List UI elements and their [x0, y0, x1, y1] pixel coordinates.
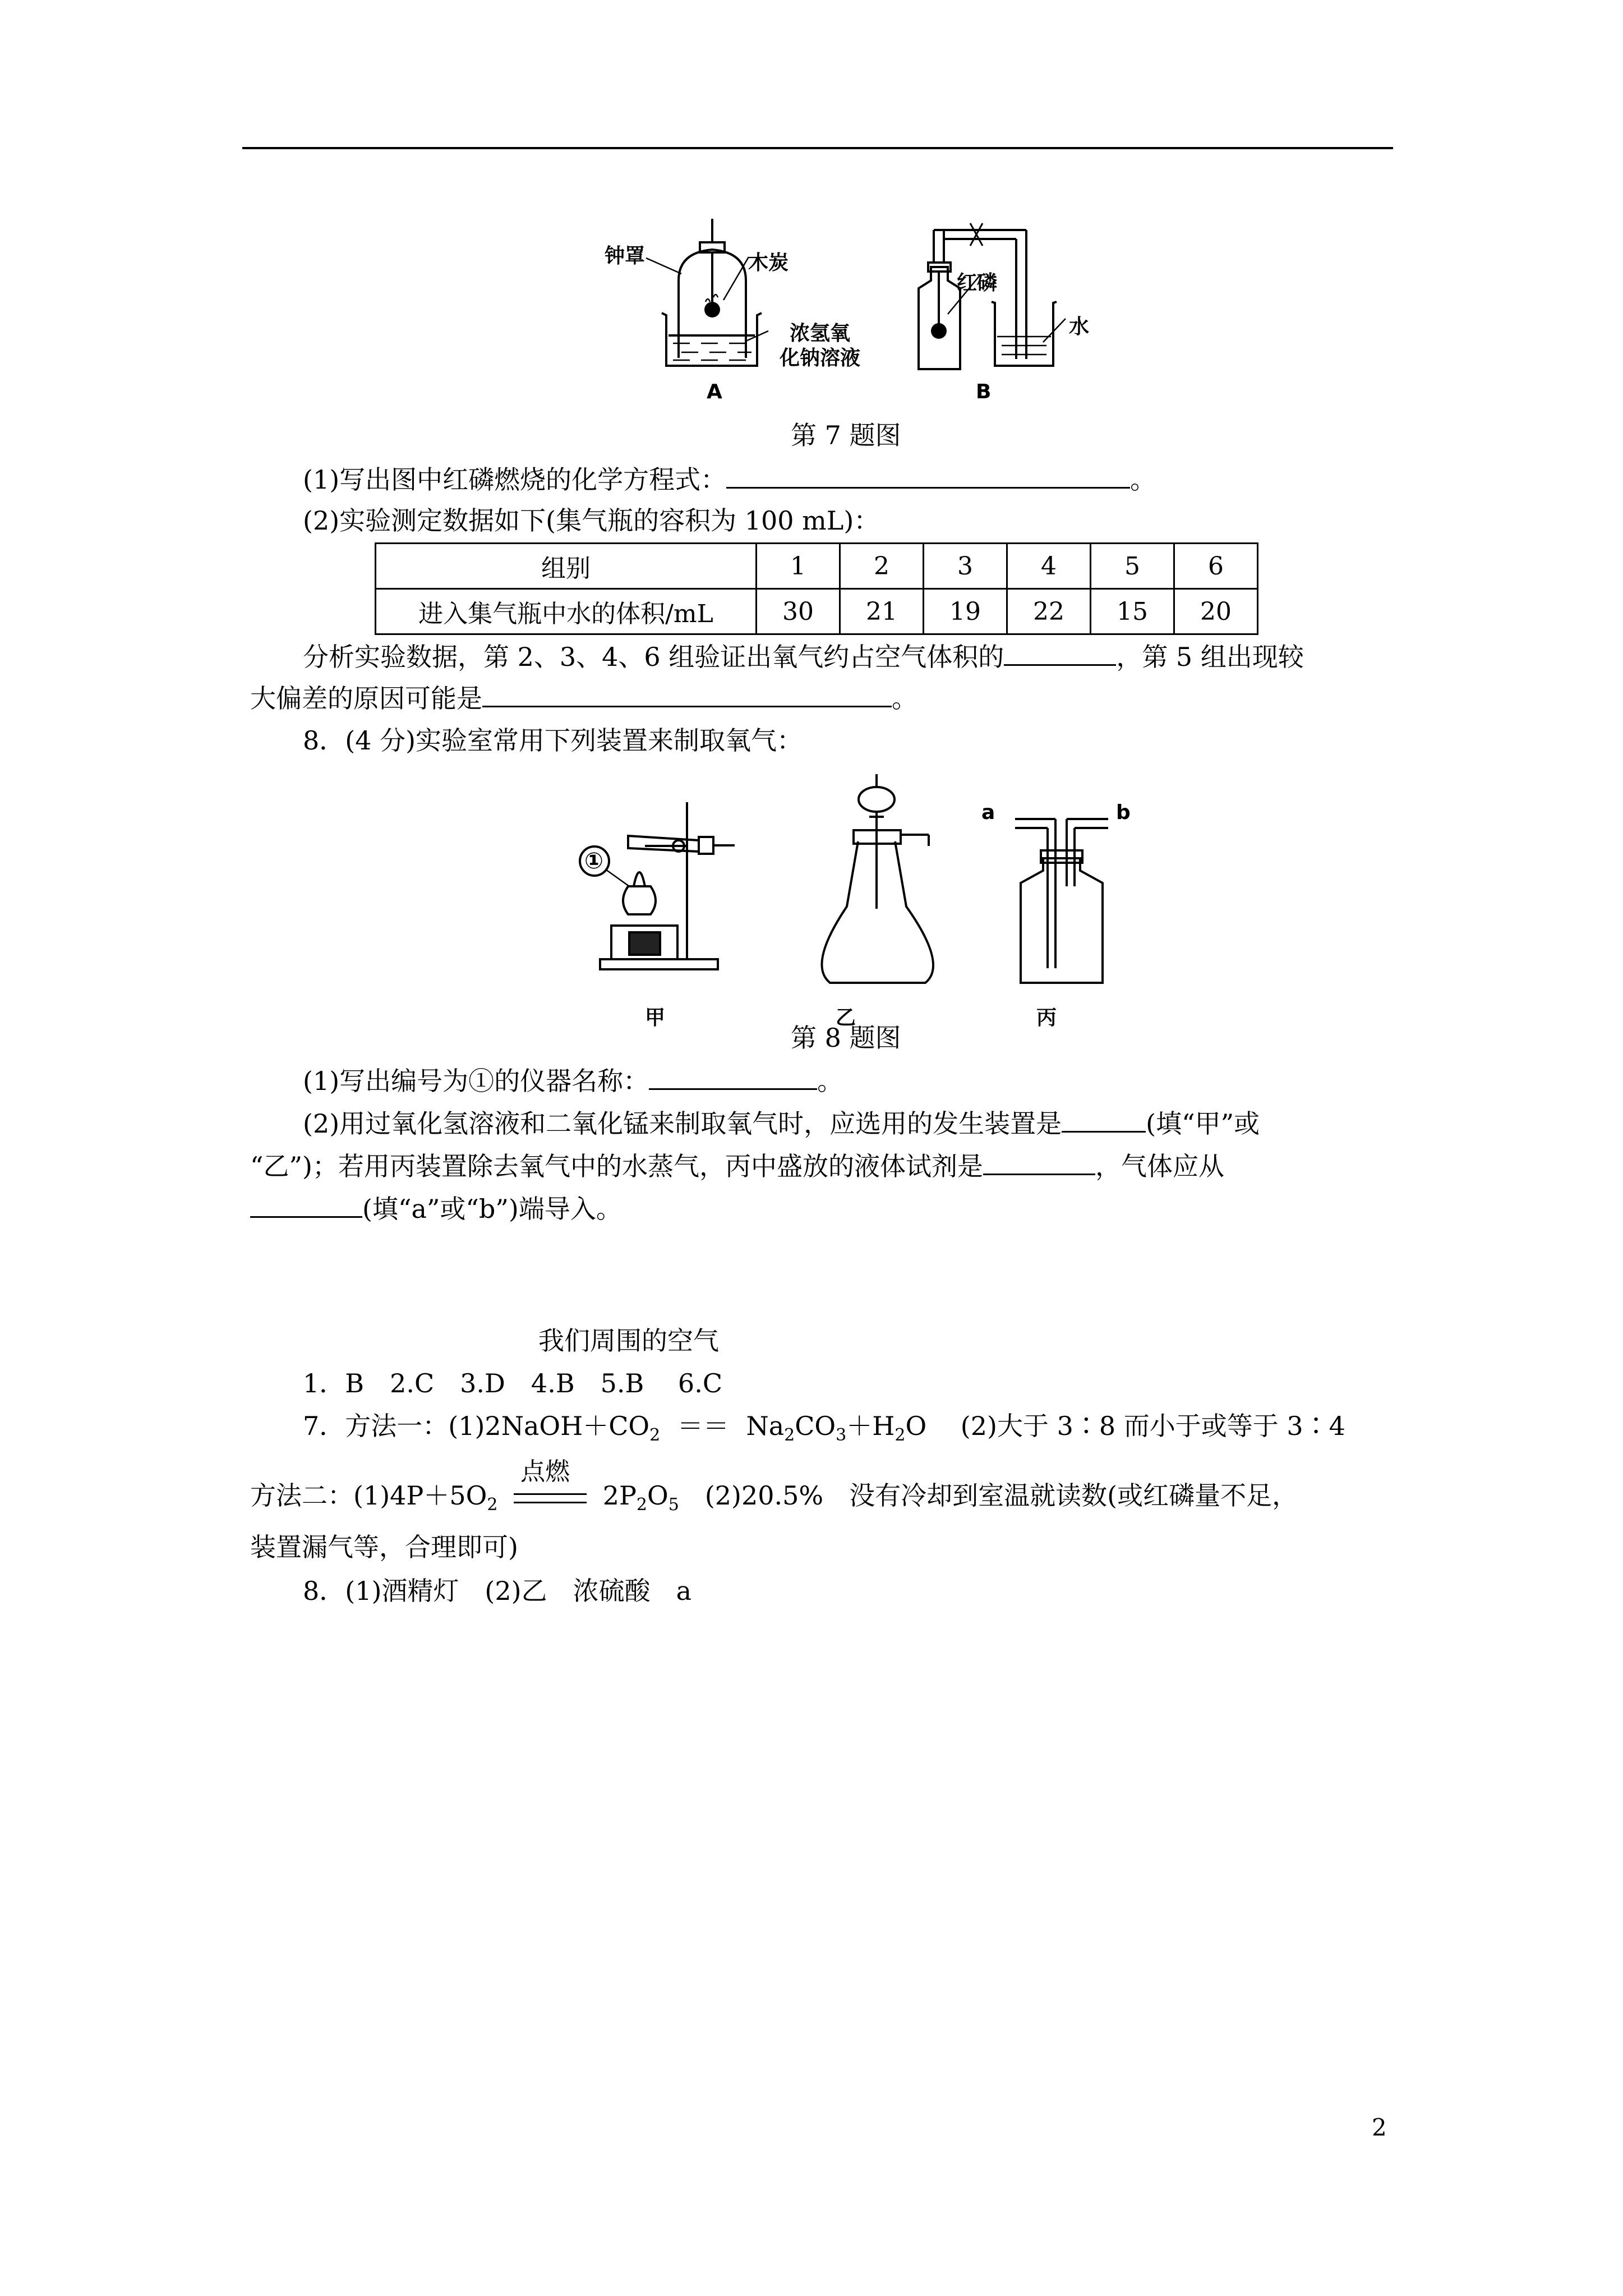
label-yi: 乙: [836, 1006, 856, 1029]
answer-7-text-1: 7．方法一：(1)2NaOH＋CO: [303, 1411, 650, 1441]
q8-part2-end-c: (填“a”或“b”)端导入。: [362, 1194, 622, 1224]
label-charcoal: 木炭: [748, 251, 789, 274]
label-bell-jar: 钟罩: [605, 245, 645, 268]
table-cell: 4: [1007, 544, 1091, 589]
q8-part2-end-a: (填“甲”或: [1146, 1108, 1260, 1139]
figure-8-caption: 第 8 题图: [791, 1023, 901, 1053]
double-bar: [514, 1493, 587, 1503]
label-bing: 丙: [1036, 1006, 1057, 1029]
equals-sign: ＝＝: [677, 1411, 729, 1441]
q7-analysis-line1: [303, 639, 1304, 674]
q8-part2-text-a: (2)用过氧化氢溶液和二氧化锰来制取氧气时，应选用的发生装置是: [303, 1108, 1062, 1139]
answer-blank[interactable]: [1004, 639, 1116, 666]
q7-part1-text: (1)写出图中红磷燃烧的化学方程式：: [303, 464, 727, 495]
table-cell: 2: [840, 544, 924, 589]
q8-part1-text: (1)写出编号为①的仪器名称：: [303, 1066, 649, 1096]
answers-multiple-choice: 1．B 2.C 3.D 4.B 5.B 6.C: [303, 1368, 723, 1398]
table-header-volume: 进入集气瓶中水的体积/mL: [376, 589, 757, 634]
label-jia: 甲: [645, 1006, 666, 1029]
label-naoh-2: 化钠溶液: [780, 347, 861, 370]
table-cell: 3: [924, 544, 1007, 589]
table-cell: 15: [1091, 589, 1174, 634]
table-cell: 21: [840, 589, 924, 634]
answer-8: 8．(1)酒精灯 (2)乙 浓硫酸 a: [303, 1576, 692, 1606]
answer-blank[interactable]: [726, 462, 1130, 489]
answer-7-tail: ＋H: [846, 1411, 895, 1441]
label-a: A: [707, 380, 722, 403]
subscript: 2: [487, 1495, 498, 1515]
q8-part1: [303, 1064, 843, 1098]
answer-7-co: CO: [795, 1411, 836, 1441]
answer-7-na: Na: [746, 1411, 785, 1441]
q7-analysis-text-b: ，第 5 组出现较: [1116, 642, 1304, 672]
q8-part1-end: 。: [817, 1066, 843, 1096]
answer-m2-o: O: [647, 1480, 668, 1511]
q7-analysis-line2: [250, 681, 917, 715]
answer-m2-prefix: 方法二：(1)4P＋5O: [250, 1480, 487, 1511]
table-row: [376, 544, 1258, 589]
label-a-port: a: [981, 801, 995, 824]
label-red-phosphorus: 红磷: [957, 272, 998, 295]
table-row: [376, 589, 1258, 634]
page-number: 2: [1372, 2114, 1387, 2141]
table-cell: 19: [924, 589, 1007, 634]
subscript: 2: [649, 1425, 661, 1446]
table-cell: 30: [757, 589, 840, 634]
reaction-condition: 点燃: [520, 1457, 570, 1486]
q8-part2-end-b: ，气体应从: [1095, 1151, 1224, 1181]
reaction-arrow: [514, 1457, 587, 1509]
label-water: 水: [1069, 315, 1090, 338]
answer-m2-p: 2P: [602, 1480, 637, 1511]
answer-7-method-2: [250, 1457, 1298, 1522]
q8-part2-line2: [250, 1149, 1224, 1183]
subscript: 2: [784, 1425, 795, 1446]
table-header-group: 组别: [376, 544, 757, 589]
table-cell: 6: [1174, 544, 1258, 589]
answer-m2-rest: (2)20.5% 没有冷却到室温就读数(或红磷量不足，: [679, 1480, 1298, 1511]
data-table: [375, 542, 1258, 635]
q7-part1-end: 。: [1130, 464, 1156, 495]
subscript: 5: [668, 1495, 679, 1515]
answer-blank[interactable]: [250, 1191, 362, 1218]
subscript: 2: [636, 1495, 648, 1515]
answer-blank[interactable]: [649, 1064, 817, 1090]
table-cell: 1: [757, 544, 840, 589]
header-rule: [242, 147, 1393, 149]
q7-analysis-text-a: 分析实验数据，第 2、3、4、6 组验证出氧气约占空气体积的: [303, 642, 1004, 672]
answer-blank[interactable]: [482, 681, 892, 707]
figure-7-caption: 第 7 题图: [791, 420, 901, 450]
q8-part2-line3: [250, 1191, 622, 1226]
subscript: 2: [895, 1425, 906, 1446]
q7-analysis-end: 。: [892, 683, 917, 714]
answers-title: 我们周围的空气: [538, 1326, 719, 1356]
table-cell: 5: [1091, 544, 1174, 589]
q7-analysis-text-c: 大偏差的原因可能是: [250, 683, 482, 714]
label-instrument-1: ①: [584, 848, 603, 874]
subscript: 3: [836, 1425, 847, 1446]
answer-7-continued: 装置漏气等，合理即可): [250, 1532, 518, 1562]
q8-part2-text-b: “乙”)；若用丙装置除去氧气中的水蒸气，丙中盛放的液体试剂是: [250, 1151, 983, 1181]
answer-7-o: O (2)大于 3∶8 而小于或等于 3∶4: [905, 1411, 1345, 1441]
table-cell: 20: [1174, 589, 1258, 634]
label-naoh-1: 浓氢氧: [790, 322, 851, 345]
figure-8-apparatus: [566, 774, 1122, 999]
table-cell: 22: [1007, 589, 1091, 634]
q7-part2: (2)实验测定数据如下(集气瓶的容积为 100 mL)：: [303, 505, 880, 536]
answer-7-method-1: [303, 1409, 1345, 1452]
answer-blank[interactable]: [1062, 1106, 1146, 1133]
q7-part1: [303, 462, 1156, 496]
q8-part2-line1: [303, 1106, 1260, 1140]
q8-title: 8．(4 分)实验室常用下列装置来制取氧气：: [303, 725, 803, 756]
label-b-port: b: [1116, 801, 1131, 824]
label-b: B: [976, 380, 992, 403]
answer-blank[interactable]: [983, 1149, 1095, 1175]
